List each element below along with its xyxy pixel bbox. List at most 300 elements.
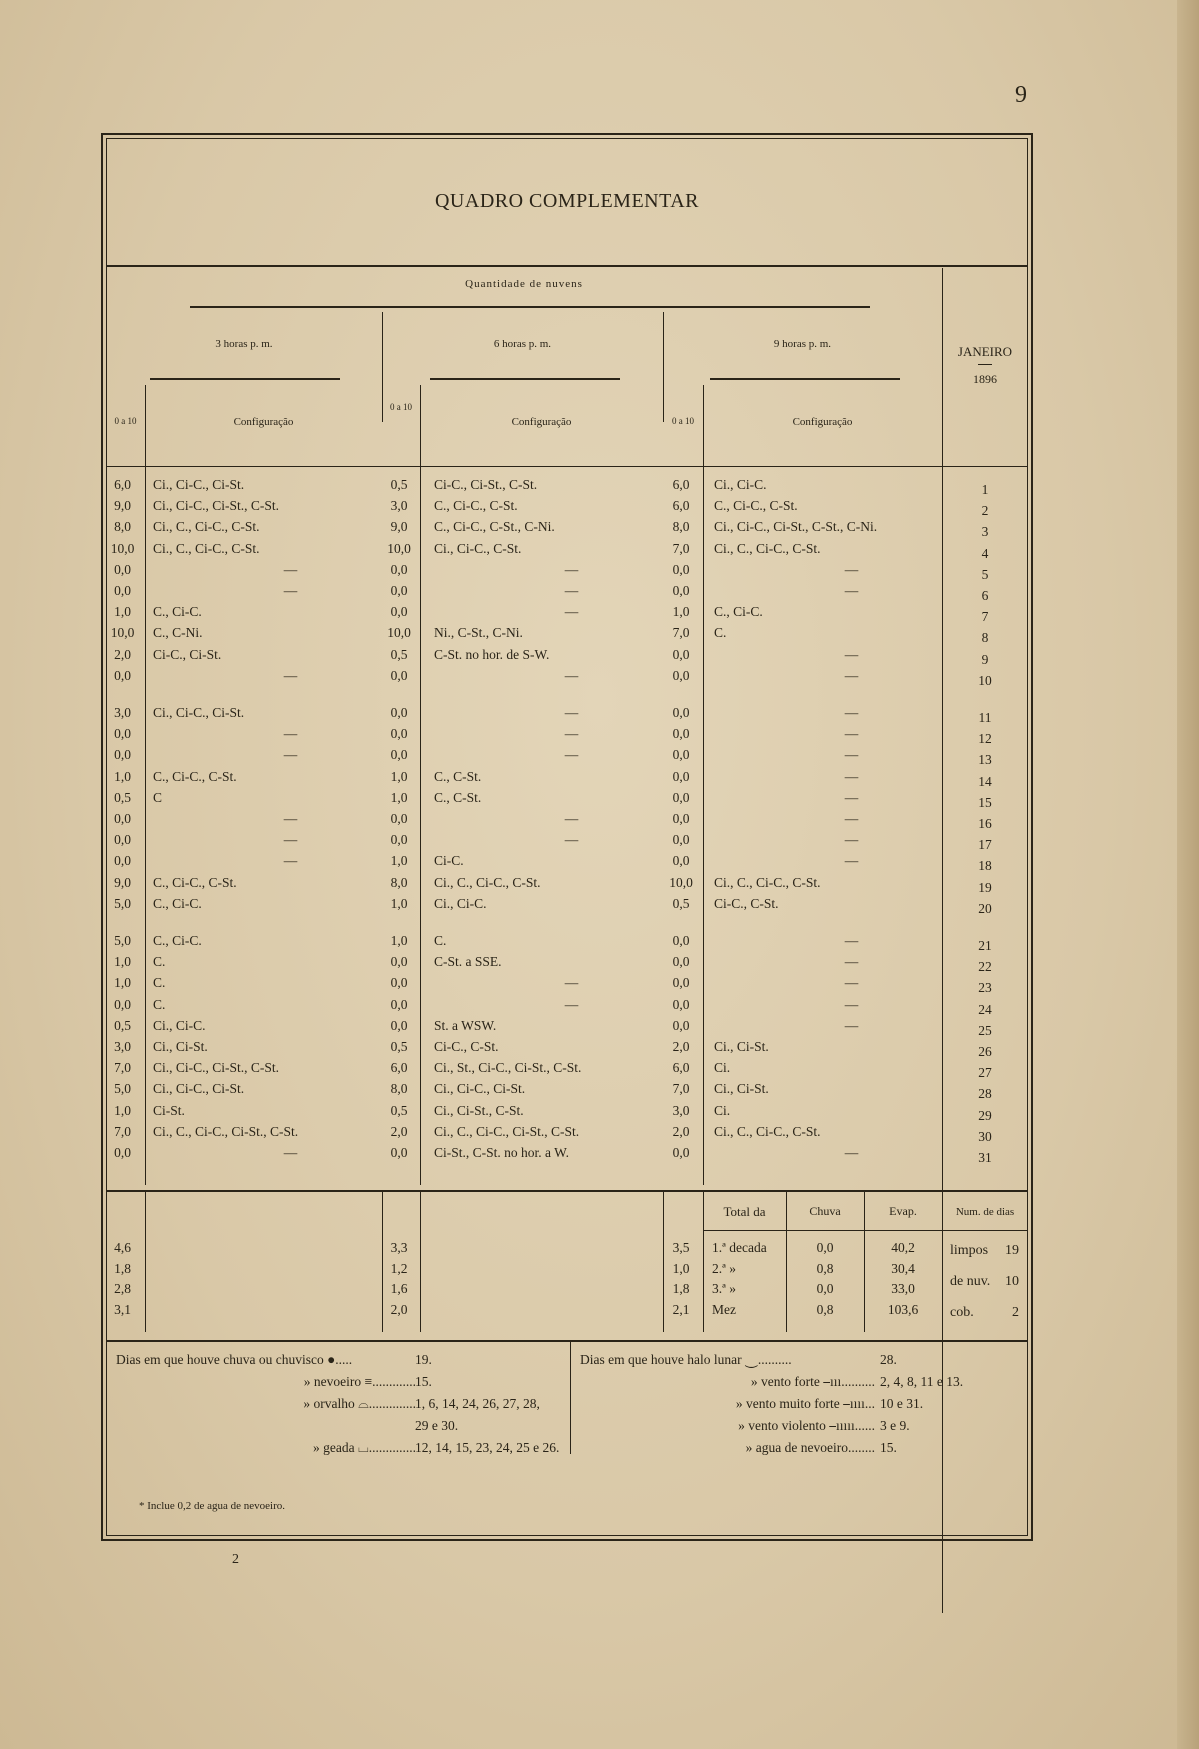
cloud-3pm-config: Ci., Ci-C., Ci-St. — [153, 477, 245, 492]
cloud-3pm-value: 0,0 — [114, 996, 131, 1012]
cloud-9pm-value: 1,0 — [672, 604, 690, 620]
cloud-6pm-config: — — [564, 726, 579, 742]
cloud-9pm-value: 0,0 — [672, 747, 690, 763]
day-number: 5 — [981, 566, 989, 582]
cloud-9pm-value: 0,0 — [672, 996, 690, 1012]
cloud-9pm-config: — — [844, 933, 859, 948]
cloud-9pm-value: 6,0 — [672, 477, 690, 492]
cloud-9pm-value: 0,0 — [672, 789, 690, 805]
cloud-6pm-config: C., C-St. — [434, 768, 482, 784]
cloud-6pm-config: Ci., Ci-C., C-St. — [434, 540, 522, 556]
cloud-3pm-config: C., Ci-C. — [153, 933, 202, 948]
day-number: 11 — [978, 710, 992, 725]
day-number: 22 — [978, 959, 992, 975]
cloud-9pm-config: — — [844, 954, 859, 970]
note-right-value: 2, 4, 8, 11 e 13. — [880, 1374, 964, 1389]
cloud-9pm-config: — — [844, 832, 859, 848]
day-number: 9 — [981, 651, 989, 667]
day-number: 3 — [981, 524, 989, 540]
summary-6pm: 1,2 — [390, 1260, 408, 1276]
cloud-9pm-config: — — [844, 789, 859, 805]
cloud-3pm-config: Ci-C., Ci-St. — [153, 646, 222, 662]
cloud-3pm-config: — — [283, 583, 298, 598]
summary-6pm: 1,6 — [390, 1281, 408, 1296]
hour1-heading: 3 horas p. m. — [215, 338, 273, 350]
note-left-value: 19. — [415, 1352, 432, 1367]
day-number: 21 — [978, 938, 992, 953]
cloud-6pm-config: Ci-C., C-St. — [434, 1039, 499, 1054]
summary-9pm: 2,1 — [672, 1301, 690, 1317]
limpos-label: limpos — [950, 1243, 989, 1258]
page-title: QUADRO COMPLEMENTAR — [434, 190, 700, 212]
cloud-6pm-config: — — [564, 583, 579, 598]
cloud-9pm-config: Ci., Ci-C., Ci-St., C-St., C-Ni. — [714, 519, 878, 535]
cloud-3pm-value: 9,0 — [114, 498, 131, 514]
cloud-3pm-value: 3,0 — [114, 1039, 131, 1054]
note-right-value: 3 e 9. — [880, 1418, 910, 1433]
cloud-9pm-value: 0,0 — [672, 853, 690, 869]
cloud-6pm-config: — — [564, 667, 579, 683]
day-number: 18 — [978, 858, 992, 874]
note-left-label: » geada ⌴.............. — [312, 1440, 416, 1455]
cloud-3pm-config: Ci., Ci-C., Ci-St. — [153, 1081, 245, 1097]
note-right-label: » vento forte ⎯ııı.......... — [750, 1374, 875, 1389]
cloud-3pm-value: 1,0 — [114, 604, 131, 620]
summary-9pm: 1,8 — [672, 1281, 690, 1296]
cloud-6pm-value: 0,0 — [390, 832, 408, 848]
day-number: 13 — [978, 752, 992, 768]
day-number: 26 — [978, 1044, 992, 1059]
cloud-6pm-config: St. a WSW. — [434, 1017, 497, 1033]
cloud-9pm-value: 0,0 — [672, 583, 690, 598]
cloud-9pm-config: — — [844, 768, 859, 784]
cloud-9pm-config: Ci-C., C-St. — [714, 895, 779, 911]
cloud-3pm-value: 7,0 — [114, 1060, 131, 1076]
cloud-9pm-config: Ci., Ci-C. — [714, 477, 767, 492]
cloud-3pm-config: Ci., Ci-C., Ci-St., C-St. — [153, 1060, 280, 1076]
cloud-3pm-value: 1,0 — [114, 954, 131, 970]
cloud-3pm-value: 0,0 — [114, 832, 131, 848]
cloud-3pm-config: — — [283, 832, 298, 848]
config-heading-2: Configuração — [511, 416, 572, 428]
cloud-6pm-config: C., Ci-C., C-St., C-Ni. — [434, 519, 555, 535]
cloud-6pm-value: 0,0 — [390, 811, 408, 826]
cloud-6pm-value: 3,0 — [390, 498, 408, 514]
cloud-3pm-value: 7,0 — [114, 1123, 131, 1139]
day-number: 29 — [978, 1107, 992, 1123]
cloud-6pm-config: Ci-C., Ci-St., C-St. — [434, 477, 538, 492]
col-divider-b — [420, 385, 421, 1185]
cloud-6pm-value: 0,0 — [390, 1145, 408, 1160]
summary-chuva: 0,0 — [816, 1281, 834, 1296]
cloud-9pm-value: 2,0 — [672, 1123, 690, 1139]
notes-divider — [570, 1342, 571, 1454]
cloud-9pm-value: 0,0 — [672, 726, 690, 742]
cloud-9pm-config: Ci., C., Ci-C., C-St. — [714, 874, 821, 890]
total-heading: Total da — [723, 1204, 766, 1219]
cloud-3pm-value: 1,0 — [114, 1102, 131, 1118]
cloud-6pm-value: 0,0 — [390, 583, 408, 598]
day-number: 27 — [978, 1065, 992, 1081]
cloud-6pm-value: 10,0 — [387, 625, 411, 641]
cloud-6pm-value: 2,0 — [390, 1123, 408, 1139]
summary-period: 2.ª » — [712, 1260, 736, 1276]
cloud-3pm-value: 0,5 — [114, 789, 131, 805]
cloud-3pm-value: 0,0 — [114, 853, 131, 869]
nuv-value: 10 — [1005, 1274, 1019, 1289]
cloud-9pm-value: 0,0 — [672, 1145, 690, 1160]
day-number: 8 — [981, 630, 989, 646]
cloud-9pm-value: 0,0 — [672, 832, 690, 848]
note-right-label: Dias em que houve halo lunar ⏝.......... — [580, 1352, 792, 1367]
cloud-6pm-config: C., Ci-C., C-St. — [434, 498, 518, 514]
page-number: 9 — [1015, 82, 1027, 108]
chuva-heading: Chuva — [809, 1204, 841, 1218]
note-right-label: » vento violento ⎯ııııı...... — [738, 1418, 875, 1433]
cloud-3pm-config: Ci., C., Ci-C., Ci-St., C-St. — [153, 1123, 299, 1139]
cloud-9pm-value: 7,0 — [672, 625, 690, 641]
cloud-6pm-config: — — [564, 705, 579, 720]
cloud-3pm-config: — — [283, 853, 298, 869]
cloud-3pm-config: C. — [153, 954, 166, 970]
cob-label: cob. — [950, 1305, 974, 1320]
cloud-9pm-config: Ci. — [714, 1102, 731, 1118]
cloud-3pm-config: C., C-Ni. — [153, 625, 203, 641]
note-left-label: » orvalho ⌓.............. — [303, 1396, 416, 1411]
summary-evap: 103,6 — [887, 1301, 919, 1317]
cloud-6pm-config: — — [564, 832, 579, 848]
summary-evap: 40,2 — [891, 1240, 915, 1255]
summary-chuva: 0,8 — [816, 1260, 834, 1276]
summary-chuva: 0,8 — [816, 1301, 834, 1317]
cloud-9pm-config: C., Ci-C., C-St. — [714, 498, 798, 514]
cloud-6pm-config: — — [564, 975, 579, 991]
cloud-9pm-value: 8,0 — [672, 519, 690, 535]
cloud-3pm-value: 1,0 — [114, 768, 131, 784]
page-edge — [1177, 0, 1199, 1749]
config-heading-1: Configuração — [233, 416, 294, 428]
day-number: 30 — [978, 1128, 992, 1144]
num-days-heading: Num. de dias — [955, 1206, 1015, 1218]
cloud-9pm-value: 6,0 — [672, 498, 690, 514]
day-number: 10 — [978, 672, 992, 688]
summary-evap: 33,0 — [891, 1281, 915, 1296]
scale-heading-3: 0 a 10 — [672, 416, 694, 426]
cloud-6pm-value: 1,0 — [390, 789, 408, 805]
cloud-6pm-value: 9,0 — [390, 519, 408, 535]
cloud-6pm-value: 0,0 — [390, 705, 408, 720]
notes-top-rule — [106, 1340, 1028, 1342]
cloud-9pm-config: Ci., Ci-St. — [714, 1081, 769, 1097]
day-number: 4 — [981, 545, 989, 561]
day-number: 17 — [978, 837, 992, 853]
cloud-6pm-config: — — [564, 747, 579, 763]
cloud-9pm-config: — — [844, 975, 859, 991]
summary-6pm: 3,3 — [390, 1240, 408, 1255]
summary-evap: 30,4 — [891, 1260, 915, 1276]
day-number: 24 — [978, 1001, 992, 1017]
cloud-3pm-config: Ci., Ci-C. — [153, 1017, 206, 1033]
cloud-9pm-value: 0,0 — [672, 667, 690, 683]
cloud-3pm-config: Ci-St. — [153, 1102, 185, 1118]
cloud-9pm-config: Ci., C., Ci-C., C-St. — [714, 1123, 821, 1139]
cloud-9pm-value: 7,0 — [672, 1081, 690, 1097]
cloud-6pm-value: 10,0 — [387, 540, 411, 556]
cloud-9pm-value: 2,0 — [672, 1039, 690, 1054]
summary-top-rule — [106, 1190, 1028, 1192]
cloud-3pm-value: 0,0 — [114, 583, 131, 598]
cloud-3pm-config: — — [283, 667, 298, 683]
cloud-9pm-config: Ci. — [714, 1060, 731, 1076]
cloud-6pm-value: 0,0 — [390, 561, 408, 577]
hour2-heading: 6 horas p. m. — [493, 338, 552, 350]
note-right-label: » agua de nevoeiro........ — [745, 1440, 875, 1455]
day-number: 2 — [981, 503, 989, 519]
cloud-9pm-value: 0,0 — [672, 1017, 690, 1033]
day-number: 6 — [981, 588, 989, 603]
cloud-6pm-config: — — [564, 996, 579, 1012]
cloud-6pm-config: — — [564, 811, 579, 826]
cloud-3pm-value: 0,0 — [114, 1145, 131, 1160]
note-left-value: 29 e 30. — [415, 1418, 459, 1433]
cloud-3pm-value: 10,0 — [110, 540, 135, 556]
config-heading-3: Configuração — [792, 416, 853, 428]
cloud-6pm-value: 0,0 — [390, 667, 408, 683]
cloud-6pm-value: 0,5 — [390, 646, 408, 662]
cloud-3pm-value: 5,0 — [114, 933, 131, 948]
summary-header-rule — [703, 1230, 1028, 1231]
cloud-6pm-config: Ci., St., Ci-C., Ci-St., C-St. — [434, 1060, 582, 1076]
day-number: 12 — [978, 731, 992, 747]
cloud-3pm-value: 0,0 — [114, 726, 131, 742]
cloud-3pm-config: Ci., Ci-C., Ci-St. — [153, 705, 245, 720]
cloud-3pm-value: 9,0 — [114, 874, 131, 890]
cloud-3pm-config: C., Ci-C. — [153, 604, 202, 620]
summary-period: 3.ª » — [712, 1281, 736, 1296]
cloud-6pm-config: Ci., Ci-C., Ci-St. — [434, 1081, 526, 1097]
cloud-9pm-value: 0,0 — [672, 705, 690, 720]
day-number: 1 — [981, 482, 989, 497]
cloud-9pm-value: 6,0 — [672, 1060, 690, 1076]
year-label: 1896 — [973, 372, 997, 386]
col-divider-c — [703, 385, 704, 1185]
cloud-3pm-value: 1,0 — [114, 975, 131, 991]
summary-chuva: 0,0 — [816, 1240, 834, 1255]
scale-heading-1: 0 a 10 — [114, 416, 137, 426]
cloud-6pm-value: 8,0 — [390, 1081, 408, 1097]
cloud-9pm-config: — — [844, 1145, 859, 1160]
cloud-6pm-value: 0,0 — [390, 604, 408, 620]
cloud-9pm-config: — — [844, 853, 859, 869]
note-right-value: 28. — [880, 1352, 897, 1367]
cloud-3pm-value: 5,0 — [114, 1081, 131, 1097]
cloud-3pm-config: — — [283, 747, 298, 763]
cloud-6pm-config: Ni., C-St., C-Ni. — [434, 625, 523, 641]
cloud-3pm-config: — — [283, 726, 298, 742]
day-number: 28 — [978, 1086, 992, 1102]
cloud-6pm-value: 0,0 — [390, 747, 408, 763]
cloud-9pm-value: 0,0 — [672, 933, 690, 948]
cloud-9pm-value: 0,0 — [672, 975, 690, 991]
cloud-9pm-config: — — [844, 646, 859, 662]
day-number: 23 — [978, 980, 992, 996]
limpos-value: 19 — [1005, 1243, 1019, 1258]
cloud-9pm-value: 0,0 — [672, 954, 690, 970]
day-number: 19 — [978, 879, 992, 895]
cloud-9pm-value: 10,0 — [669, 874, 693, 890]
day-number: 15 — [978, 794, 992, 810]
cloud-3pm-value: 5,0 — [114, 895, 131, 911]
cloud-6pm-config: — — [564, 561, 579, 577]
cloud-quantity-heading: Quantidade de nuvens — [465, 278, 583, 290]
cloud-3pm-value: 2,0 — [114, 646, 131, 662]
cloud-6pm-value: 0,0 — [390, 1017, 408, 1033]
summary-3pm: 1,8 — [114, 1260, 131, 1276]
cloud-6pm-value: 6,0 — [390, 1060, 408, 1076]
cloud-9pm-config: — — [844, 1017, 859, 1033]
cloud-9pm-value: 0,0 — [672, 646, 690, 662]
cloud-6pm-config: Ci., C., Ci-C., Ci-St., C-St. — [434, 1123, 580, 1139]
hour3-heading: 9 horas p. m. — [773, 338, 832, 350]
cloud-9pm-config: C. — [714, 625, 727, 641]
cloud-6pm-value: 0,0 — [390, 726, 408, 742]
title-divider — [106, 265, 1028, 267]
cloud-9pm-config: — — [844, 996, 859, 1012]
summary-3pm: 3,1 — [114, 1301, 131, 1317]
note-left-value: 1, 6, 14, 24, 26, 27, 28, — [415, 1396, 540, 1411]
cloud-6pm-config: C-St. a SSE. — [434, 954, 502, 970]
cloud-9pm-config: C., Ci-C. — [714, 604, 763, 620]
summary-period: Mez — [712, 1301, 736, 1317]
day-number: 7 — [981, 609, 989, 625]
cloud-3pm-config: C — [153, 789, 163, 805]
cloud-3pm-config: — — [283, 1145, 298, 1160]
note-left-label: » nevoeiro ≡............. — [303, 1374, 416, 1389]
summary-col-c — [420, 1192, 421, 1332]
cloud-6pm-config: C. — [434, 933, 447, 948]
cloud-9pm-config: — — [844, 561, 859, 577]
cloud-3pm-config: Ci., C., Ci-C., C-St. — [153, 540, 260, 556]
cloud-3pm-value: 0,0 — [114, 747, 131, 763]
cloud-9pm-config: — — [844, 747, 859, 763]
cloud-3pm-value: 0,0 — [114, 561, 131, 577]
cloud-9pm-value: 7,0 — [672, 540, 690, 556]
heading-rule — [190, 306, 870, 308]
hour1-rule — [150, 378, 340, 380]
cloud-6pm-config: Ci., Ci-C. — [434, 895, 487, 911]
summary-6pm: 2,0 — [390, 1301, 408, 1317]
cloud-9pm-value: 0,0 — [672, 811, 690, 826]
cloud-6pm-value: 8,0 — [390, 874, 408, 890]
cloud-3pm-config: Ci., C., Ci-C., C-St. — [153, 519, 260, 535]
cloud-3pm-config: C. — [153, 975, 166, 991]
cloud-6pm-value: 1,0 — [390, 853, 408, 869]
month-label: JANEIRO — [957, 344, 1013, 359]
summary-3pm: 2,8 — [114, 1281, 131, 1296]
cloud-9pm-value: 3,0 — [672, 1102, 690, 1118]
cloud-9pm-config: — — [844, 726, 859, 742]
cloud-3pm-value: 6,0 — [114, 477, 131, 492]
cloud-9pm-config: — — [844, 705, 859, 720]
cloud-9pm-value: 0,0 — [672, 561, 690, 577]
note-right-label: » vento muito forte ⎯ıııı... — [735, 1396, 875, 1411]
summary-9pm: 3,5 — [672, 1240, 690, 1255]
hour3-rule — [710, 378, 900, 380]
cloud-6pm-value: 1,0 — [390, 768, 408, 784]
cloud-3pm-value: 0,0 — [114, 667, 131, 683]
cloud-9pm-value: 0,5 — [672, 895, 690, 911]
day-number: 16 — [978, 816, 992, 831]
cloud-3pm-value: 0,5 — [114, 1017, 131, 1033]
day-number: 31 — [978, 1150, 992, 1165]
cloud-6pm-config: Ci-C. — [434, 853, 464, 869]
summary-3pm: 4,6 — [114, 1240, 131, 1255]
cloud-6pm-value: 0,5 — [390, 1039, 408, 1054]
cloud-3pm-config: Ci., Ci-St. — [153, 1039, 208, 1054]
cloud-9pm-config: Ci., C., Ci-C., C-St. — [714, 540, 821, 556]
cloud-6pm-value: 0,0 — [390, 975, 408, 991]
cloud-6pm-value: 1,0 — [390, 895, 408, 911]
cloud-3pm-config: C., Ci-C., C-St. — [153, 768, 237, 784]
cloud-6pm-config: Ci., Ci-St., C-St. — [434, 1102, 524, 1118]
cloud-3pm-config: Ci., Ci-C., Ci-St., C-St. — [153, 498, 280, 514]
cloud-6pm-value: 0,0 — [390, 996, 408, 1012]
cloud-3pm-value: 10,0 — [110, 625, 135, 641]
hour2-rule — [430, 378, 620, 380]
cob-value: 2 — [1012, 1305, 1019, 1320]
cloud-6pm-config: C., C-St. — [434, 789, 482, 805]
footnote: * Inclue 0,2 de agua de nevoeiro. — [139, 1500, 285, 1512]
day-number: 14 — [978, 773, 992, 789]
cloud-3pm-config: C., Ci-C. — [153, 895, 202, 911]
cloud-3pm-value: 3,0 — [114, 705, 131, 720]
cloud-6pm-config: Ci-St., C-St. no hor. a W. — [434, 1145, 570, 1160]
evap-heading: Evap. — [889, 1204, 917, 1218]
cloud-3pm-value: 8,0 — [114, 519, 131, 535]
note-left-value: 15. — [415, 1374, 432, 1389]
note-right-value: 10 e 31. — [880, 1396, 924, 1411]
summary-col-a — [145, 1192, 146, 1332]
hour-divider-2 — [663, 312, 664, 422]
scale-heading-2: 0 a 10 — [390, 402, 412, 412]
note-left-label: Dias em que houve chuva ou chuvisco ●..... — [116, 1352, 353, 1367]
month-underline — [978, 364, 992, 365]
cloud-3pm-config: — — [283, 561, 298, 577]
cloud-6pm-config: C-St. no hor. de S-W. — [434, 646, 550, 662]
cloud-6pm-value: 1,0 — [390, 933, 408, 948]
cloud-6pm-value: 0,5 — [390, 1102, 408, 1118]
cloud-9pm-config: Ci., Ci-St. — [714, 1039, 769, 1054]
day-number: 20 — [978, 900, 992, 916]
cloud-3pm-config: — — [283, 811, 298, 826]
cloud-3pm-config: C. — [153, 996, 166, 1012]
cloud-9pm-config: — — [844, 583, 859, 598]
cloud-9pm-config: — — [844, 667, 859, 683]
signature-mark: 2 — [232, 1552, 239, 1567]
cloud-9pm-value: 0,0 — [672, 768, 690, 784]
cloud-6pm-value: 0,0 — [390, 954, 408, 970]
cloud-9pm-config: — — [844, 811, 859, 826]
cloud-6pm-config: Ci., C., Ci-C., C-St. — [434, 874, 541, 890]
day-number: 25 — [978, 1022, 992, 1038]
cloud-3pm-config: C., Ci-C., C-St. — [153, 874, 237, 890]
col-divider-a — [145, 385, 146, 1185]
cloud-3pm-value: 0,0 — [114, 811, 131, 826]
nuv-label: de nuv. — [950, 1274, 991, 1289]
summary-9pm: 1,0 — [672, 1260, 690, 1276]
header-bottom-rule — [106, 466, 1028, 467]
note-right-value: 15. — [880, 1440, 897, 1455]
